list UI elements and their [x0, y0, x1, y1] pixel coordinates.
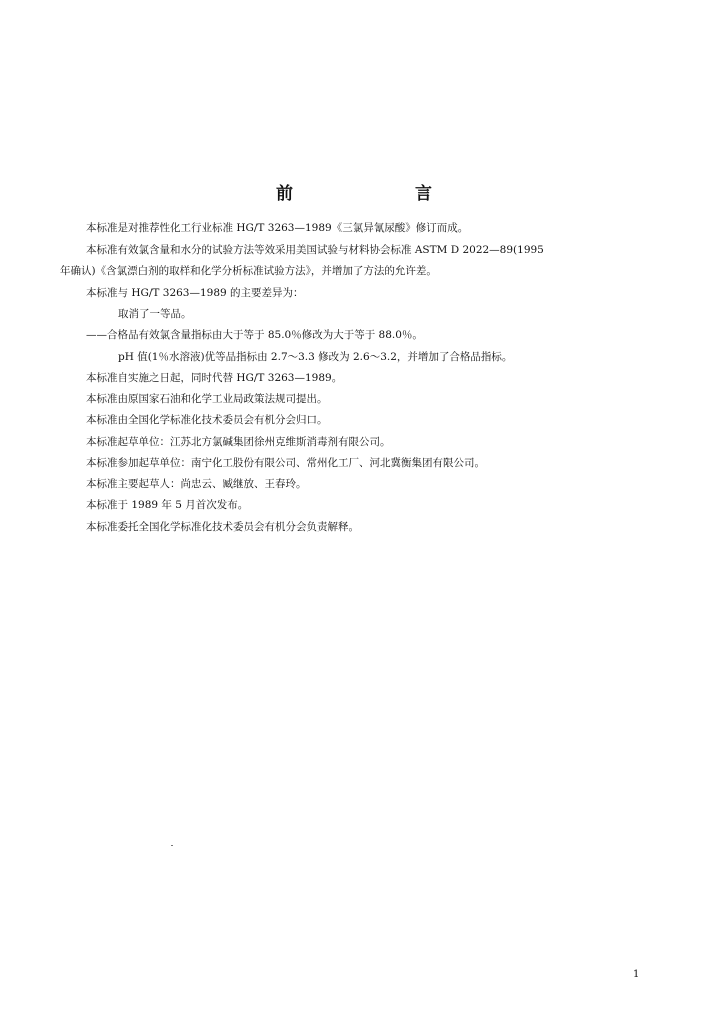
- difference-item-1: 取消了一等品。: [118, 308, 192, 320]
- paragraph-proposer: 本标准由原国家石油和化学工业局政策法规司提出。: [86, 393, 328, 405]
- difference-item-3: pH 值(1％水溶液)优等品指标由 2.7～3.3 修改为 2.6～3.2，并增加了合格品指标。: [118, 351, 513, 363]
- paragraph-interpretation: 本标准委托全国化学标准化技术委员会有机分会负责解释。: [86, 521, 359, 533]
- paragraph-drafting-unit: 本标准起草单位：江苏北方氯碱集团徐州克维斯消毒剂有限公司。: [86, 436, 391, 448]
- page-number: 1: [633, 969, 640, 980]
- page-title: 前 言: [276, 184, 490, 204]
- paragraph-participating-units: 本标准参加起草单位：南宁化工股份有限公司、常州化工厂、河北冀衡集团有限公司。: [86, 457, 485, 469]
- paragraph-main-drafters: 本标准主要起草人：尚忠云、臧继放、王春玲。: [86, 478, 307, 490]
- difference-item-2: ——合格品有效氯含量指标由大于等于 85.0％修改为大于等于 88.0％。: [86, 329, 423, 341]
- paragraph-main-differences: 本标准与 HG/T 3263—1989 的主要差异为：: [86, 287, 304, 299]
- paragraph-replacement: 本标准自实施之日起，同时代替 HG/T 3263—1989。: [86, 372, 343, 384]
- paragraph-test-method-continuation: 年确认)《含氯漂白剂的取样和化学分析标准试验方法》，并增加了方法的允许差。: [60, 265, 437, 277]
- paragraph-test-method: 本标准有效氯含量和水分的试验方法等效采用美国试验与材料协会标准 ASTM D 2022—89(1995: [86, 244, 544, 256]
- paragraph-first-release: 本标准于 1989 年 5 月首次发布。: [86, 499, 249, 511]
- paragraph-centralized-management: 本标准由全国化学标准化技术委员会有机分会归口。: [86, 414, 328, 426]
- scan-speck: [171, 845, 173, 846]
- paragraph-revision-source: 本标准是对推荐性化工行业标准 HG/T 3263—1989《三氯异氰尿酸》修订而成。: [86, 222, 469, 234]
